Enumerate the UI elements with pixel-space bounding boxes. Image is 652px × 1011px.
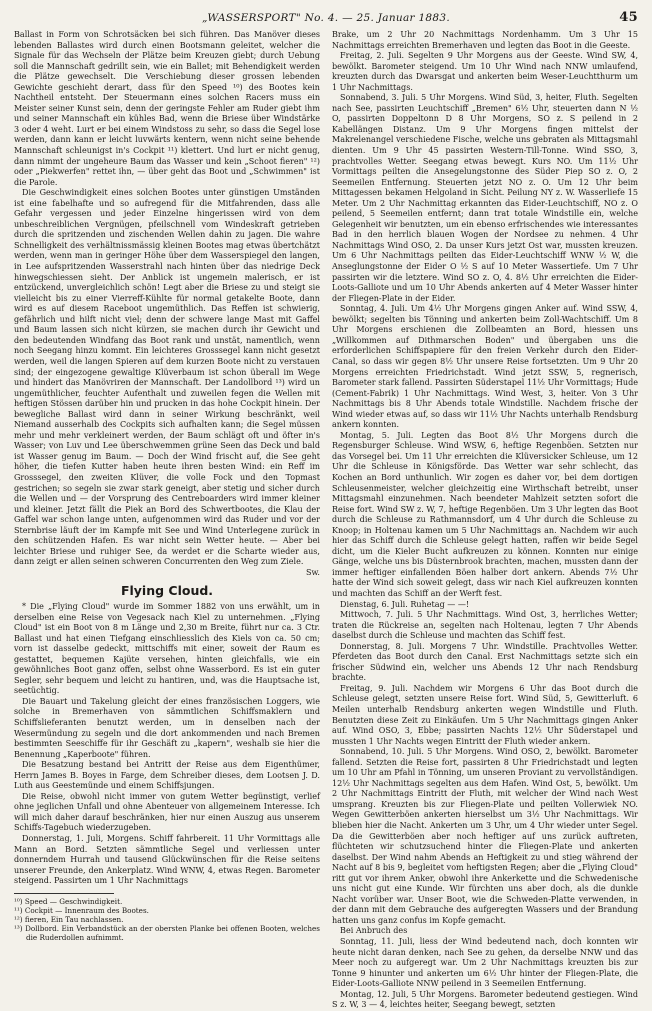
log-entry: Montag, 12. Juli, 5 Uhr Morgens. Barometer bedeutend gestiegen. Wind S z. W, 3 — 4, leichtes heiter, Seegang bewegt, setzten: [332, 989, 638, 1010]
log-entry: Brake, um 2 Uhr 20 Nachmittags Nordenhamm. Um 3 Uhr 15 Nachmittags erreichten Bremerhaven und legten das Boot in die Geeste.: [332, 30, 638, 50]
log-entry: Mittwoch, 7. Juli. 5 Uhr Nachmittags. Wind Ost, 3, herrliches Wetter; traten die Rückreise an, segelten nach Holtenau, legten 7 Uhr Abends daselbst durch die Schleuse und machten das Schiff fest.: [332, 610, 638, 641]
section-paragraph: Donnerstag, 1. Juli, Morgens. Schiff fahrbereit. 11 Uhr Vormittags alle Mann an Bord. Setzten sämmtliche Segel und verliessen unter donnerndem Hurrah und tausend Glückwünschen für die Reise seitens unserer Freunde, den Ankerplatz. Wind WNW, 4, etwas Regen. Barometer steigend. Passirten um 1 Uhr Nachmittags: [14, 834, 320, 886]
footnote-rule: [14, 893, 114, 894]
left-paragraph: Die Geschwindigkeit eines solchen Bootes unter günstigen Umständen ist eine fabelhafte und so aufregend für die Mitfahrenden, dass alle Gefahr vergessen und jeder Einzelne hingerissen wird von dem unbeschreiblichen Vergnügen, pfeilschnell vom Windeskraft getrieben durch die spritzenden und zischenden Wellen dahin zu jagen. Die wahre Schnelligkeit des verhältnissmässig kleinen Bootes mag etwas übertchätzt werden, wenn man in geringer Höhe über dem Wasserspiegel den langen, in Lee aufspritzenden Wasserstrahl nach hinten über das niedrige Deck hinwegschiessen sieht. Der Anblick ist ungemein malerisch, er ist entzückend, unvergleichlich schön! Legt aber die Briese zu und steigt sie vielleicht bis zu einer Vierreff-Kühlte für normal getakelte Boote, dann wird es auf diesem Raceboot ungemüthlich. Das Reffen ist schwierig, gefährlich und hilft nicht viel; denn der schwere lange Mast mit Gaffel und Baum lassen sich nicht kürzen, sie machen durch ihr Gewicht und den bedeutenden Windfang das Boot rank und unstät, namentlich, wenn noch Seegang hinzu kommt. Ein leichteres Grosssegel kann nicht gesetzt werden, weil die langen Spieren auf dem kurzen Boote nicht zu verstauen sind; der eingezogene gewaltige Klüverbaum ist schon überall im Wege und hindert das Manövriren der Mannschaft. Der Landollbord ¹³) wird un ungemüthlicher, feuchter Aufenthalt und zuweilen fegen die Wellen mit heftigen Stössen darüber hin und prucken in das hohe Cockpit hinein. Der bewegliche Ballast wird dann in seiner Wirkung beschränkt, weil Niemand ausserhalb des Cockpits sich aufhalten kann; die Segel müssen mehr und mehr verkleinert werden, der Baum schlägt oft und öfter in's Wasser; von Luv und Lee überschwemmen grüne Seen das Deck und bald ist Wasser genug im Baum. — Doch der Wind frischt auf, die See geht höher, die tiefen Kutter haben heute ihren besten Wind: ein Reff im Grosssegel, den zweiten Klüver, die volle Fock und den Topmast gestrichen; so segeln sie zwar stark geneigt, aber stetig und sicher durch die Wellen und — der Vorsprung des Centreboarders wird immer kleiner und kleiner. Jetzt fällt die Piek an Bord des Schwertbootes, die Klau der Gaffel war schon lange unten, aufgenommen wird das Ruder und vor der Sternbrise läuft der im Kampfe mit See und Wind Unterlegene zurück in den schützenden Hafen. Es war nicht sein Wetter heute. — Aber bei leichter Briese und ruhiger See, da werdet er die Scharte wieder aus, dann zeigt er allen seinen schweren Concurrenten den Weg zum Ziele.: [14, 188, 320, 567]
page-number: 45: [619, 10, 638, 25]
left-paragraph: Ballast in Form von Schrotsäcken bei sich führen. Das Manöver dieses lebenden Ballastes wird durch einen Bootsmann geleitet, welcher die Signale für das Wechseln der Plätze beim Kreuzen giebt; durch Uebung soll die Mannschaft gedrillt sein, wie ein Ballet; mit Behendigkeit werden die Plätze gewechselt. Die Verschiebung dieser grossen lebenden Gewichte geschieht derart, dass für den Speed ¹⁰) des Bootes kein Nachtheil entsteht. Der Steuermann eines solchen Racers muss ein Meister seiner Kunst sein, denn der geringste Fehler am Ruder giebt ihm und seiner Mannschaft ein kühles Bad, wenn die Briese über Windstärke 3 oder 4 weht. Lurt er bei einem Windstoss zu sehr, so dass die Segel lose werden, dann kann er leicht luvwärts kentern, wenn nicht seine behende Mannschaft schleunigst in's Cockpit ¹¹) klettert. Und lurt er nicht genug, dann nimmt der ungeheure Baum das Wasser und kein „Schoot fieren" ¹²) oder „Piekwerfen" rettet ihn, — über geht das Boot und „Schwimmen" ist die Parole.: [14, 30, 320, 187]
section-paragraph: Die Reise, obwohl nicht immer von gutem Wetter begünstigt, verlief ohne jeglichen Unfall und ohne Abenteuer von allgemeinem Interesse. Ich will mich daher darauf beschränken, hier nur einen Auszug aus unserem Schiffs-Tagebuch wiederzugeben.: [14, 791, 320, 833]
section-paragraph: Die Bauart und Takelung gleicht der eines französischen Loggers, wie solche in Bremerhaven von sämmtlichen Schiffsmaklern und Schiffslieferanten benutzt werden, um in denselben nach der Wesermündung zu segeln und die dort ankommenden und nach Bremen bestimmten Seeschiffe für ihr Geschäft zu „kapern", weshalb sie hier die Benennung „Kaperboote" führen.: [14, 696, 320, 759]
left-column: [14, 30, 320, 942]
section-paragraph: * Die „Flying Cloud" wurde im Sommer 1882 von uns erwählt, um in derselben eine Reise von Vegesack nach Kiel zu unternehmen. „Flying Cloud" ist ein Boot von 8 m Länge und 2,30 m Breite, führt nur ca. 3 Ctr. Ballast und hat einen Tiefgang einschliesslich des Kiels von ca. 50 cm; vorn ist dasselbe gedeckt, mittschiffs mit einer, soweit der Raum es gestattet, bequemen Kajüte versehen, hinten gleichfalls, wie ein gewöhnliches Boot ganz offen, selbst ohne Wasserbord. Es ist ein guter Segler, sehr bequem und leicht zu hantiren, und, was die Hauptsache ist, seetüchtig.: [14, 601, 320, 696]
log-entry: Sonnabend, 10. Juli. 5 Uhr Morgens. Wind OSO, 2, bewölkt. Barometer fallend. Setzten die Reise fort, passirten 8 Uhr Friedrichstadt und legten um 10 Uhr am Pfahl in Tönning, um unseren Proviant zu vervollständigen. 12½ Uhr Nachmittags segelten aus dem Hafen. Wind Ost, 5, bewölkt. Um 2 Uhr Nachmittags Eintritt der Fluth, mit welcher der Wind nach West umsprang. Kreuzten bis zur Fliegen-Plate und peilten Vollerwiek NO. Wegen Gewitterböen ankerten hierselbst um 3½ Uhr Nachmittags. Wir blieben hier die Nacht. Ankerten um 3 Uhr, um 4 Uhr wieder unter Segel. Da die Gewitterböen aber noch heftiger auf uns zurück auftreten, flüchteten wir schutzsuchend hinter die Fliegen-Plate und ankerten daselbst. Der Wind nahm Abends an Heftigkeit zu und stieg während der Nacht auf 8 bis 9, begleitet vom heftigsten Regen; aber die „Flying Cloud" ritt gut vor ihrem Anker, obwohl ihre Ankerkette und die Schwedenische uns nicht gut eine Kunde. Wir fürchten uns aber doch, als die dunkle Nacht vorüber war. Unser Boot, wie die Schweden-Platte verwenden, in der dann mit dem Gebrauche des aufgeregten Wassers und der Brandung hatten uns ganz confus im Kopfe gemacht.: [332, 747, 638, 925]
footnote: ¹¹) Cockpit — Innenraum des Bootes.: [14, 905, 149, 915]
log-entry: Dienstag, 6. Juli. Ruhetag — —!: [340, 599, 470, 609]
footnote: ¹⁰) Speed — Geschwindigkeit.: [14, 896, 123, 906]
log-entry: Freitag, 2. Juli. Segelten 9 Uhr Morgens aus der Geeste. Wind SW, 4, bewölkt. Barometer steigend. Um 10 Uhr Wind nach NNW umlaufend, kreuzten durch das Dwarsgat und ankerten beim Weser-Leuchtthurm um 1 Uhr Nachmittags.: [332, 51, 638, 92]
footnotes: [14, 897, 320, 942]
right-column: [332, 30, 638, 1010]
log-entry: Sonntag, 11. Juli, liess der Wind bedeutend nach, doch konnten wir heute nicht daran denken, nach See zu gehen, da derselbe NNW und das Meer noch zu aufgeregt war. Um 2 Uhr Nachmittags kreuzten bis zur Tonne 9 hinunter und ankerten um 6½ Uhr hinter der Fliegen-Plate, die Eider-Loots-Galliote NNW peilend in 3 Seemeilen Entfernung.: [332, 937, 638, 989]
log-entry: Bei Anbruch des: [340, 926, 408, 936]
log-entry: Donnerstag, 8. Juli. Morgens 7 Uhr. Windstille. Prachtvolles Wetter. Pferdeten das Boot durch den Canal. Erst Nachmittags setzte sich ein frischer Südwind ein, welcher uns Abends 12 Uhr nach Rendsburg brachte.: [332, 641, 638, 683]
running-title: „WASSERSPORT" No. 4. — 25. Januar 1883.: [201, 12, 451, 24]
section-paragraph: Die Besatzung bestand bei Antritt der Reise aus dem Eigenthümer, Herrn James B. Boyes in Farge, dem Schreiber dieses, dem Lootsen J. D. Luth aus Geestemünde und einem Schiffsjungen.: [14, 760, 320, 791]
log-entry: Freitag, 9. Juli. Nachdem wir Morgens 6 Uhr das Boot durch die Schleuse gelegt, setzten unsere Reise fort. Wind Süd, 5, Gewitterluft. 6 Meilen unterhalb Rendsburg ankerten wegen Windstille und Fluth. Benutzten diese Zeit zu Einkäufen. Um 5 Uhr Nachmittags gingen Anker auf. Wind OSO, 3, Ebbe; passirten Nachts 12½ Uhr Süderstapel und mussten 1 Uhr Nachts wegen Eintritt der Fluth wieder ankern.: [332, 683, 638, 746]
article-signature: Sw.: [305, 567, 320, 577]
footnote: ¹²) fieren, Ein Tau nachlassen.: [14, 914, 124, 924]
footnote: ¹³) Dollbord. Ein Verbandstück an der obersten Planke bei offenen Booten, welches die Ruderdollen aufnimmt.: [14, 923, 320, 942]
page-header: [14, 10, 638, 28]
text-columns: [14, 30, 638, 1010]
log-entry: Montag, 5. Juli. Legten das Boot 8½ Uhr Morgens durch die Regensburger Schleuse. Wind WSW, 6, heftige Regenböen. Setzten nur das Vorsegel bei. Um 11 Uhr erreichten die Klüversicker Schleuse, um 12 Uhr die Schleuse in Königsförde. Das Wetter war sehr schlecht, das Kochen an Bord unthunlich. Wir zogen es daher vor, bei dem dortigen Schleusenmeister, welcher gleichzeitig eine Wirthschaft betreibt, unser Mittagsmahl einzunehmen. Nach beendeter Mahlzeit setzten sofort die Reise fort. Wind SW z. W, 7, heftige Regenböen. Um 3 Uhr legten das Boot durch die Schleuse zu Rathmannsdorf, um 4 Uhr durch die Schleuse zu Knoop; in Holtenau kamen um 5 Uhr Nachmittags an. Nachdem wir auch hier das Schiff durch die Schleuse gelegt hatten, raffen wir beide Segel dicht, um die Kieler Bucht aufkreuzen zu können. Konnten nur einige Gänge, welche uns bis Düsternbrook brachten, machen, mussten dann der immer heftiger einfallenden Böen halber dort ankern. Abends 7½ Uhr hatte der Wind sich soweit gelegt, dass wir nach Kiel aufkreuzen konnten und machten das Schiff an der Werft fest.: [332, 430, 638, 598]
section-title: Flying Cloud.: [120, 583, 214, 599]
log-entry: Sonntag, 4. Juli. Um 4½ Uhr Morgens gingen Anker auf. Wind SSW, 4, bewölkt; segelten bis Tönning und ankerten beim Zoll-Wachtschiff. Um 8 Uhr Morgens erschienen die Zollbeamten an Bord, hiessen uns „Willkommen auf Dithmarschen Boden" und übergaben uns die erforderlichen Schiffspapiere für den freien Verkehr durch den Eider-Canal, so dass wir gegen 8½ Uhr unsere Reise fortsetzten. Um 9 Uhr 20 Morgens erreichten Friedrichstadt. Wind jetzt SSW, 5, regnerisch, Barometer stark fallend. Passirten Süderstapel 11½ Uhr Vormittags; Hude (Cement-Fabrik) 1 Uhr Nachmittags. Wind West, 3, heiter. Von 3 Uhr Nachmittags bis 8 Uhr Abends totale Windstille. Nachdem frische der Wind wieder etwas auf, so dass wir 11½ Uhr Nachts unterhalb Rendsburg ankern konnten.: [332, 304, 638, 430]
log-entry: Sonnabend, 3. Juli. 5 Uhr Morgens. Wind Süd, 3, heiter, Fluth. Segelten nach See, passirten Leuchtschiff „Bremen" 6½ Uhr, steuerten dann N ½ O, passirten Doppeltonn D 8 Uhr Morgens, SO z. S peilend in 2 Kabellängen Distanz. Um 9 Uhr Morgens fingen mittelst der Makrelenangel verschiedene Fische, welche uns gebraten als Mittagsmahl dienten. Um 9 Uhr 45 passirten Western-Till-Tonne. Wind SSO, 3, prachtvolles Wetter. Seegang etwas bewegt. Kurs NO. Um 11½ Uhr Vormittags peilten die Ansegelungstonne des Süder Piep SO z. O, 2 Seemeilen Entfernung. Steuerten jetzt NO z. O. Um 12 Uhr beim Mittagessen bekamen Helgoland in Sicht. Peilung NY z. W. Wasserliefe 15 Meter. Um 2 Uhr Nachmittag erkannten das Eider-Leuchtschiff, NO z. O peilend, 5 Seemeilen entfernt; dann trat totale Windstille ein, welche Gelegenheit wir benutzten, um ein ebenso erfrischendes wie interessantes Bad in den herrlich blauen Wogen der Nordsee zu nehmen. 4 Uhr Nachmittags Wind OSO, 2. Da unser Kurs jetzt Ost war, mussten kreuzen. Um 6 Uhr Nachmittags peilten das Eider-Leuchtschiff WNW ½ W, die Anseglungstonne der Eider O ½ S auf 10 Meter Wassertiefe. Um 7 Uhr passirten wir die letztere. Wind SO z. O, 4. 8½ Uhr erreichten die Eider-Loots-Galliote und um 10 Uhr Abends ankerten auf 4 Meter Wasser hinter der Fliegen-Plate in der Eider.: [332, 93, 638, 303]
